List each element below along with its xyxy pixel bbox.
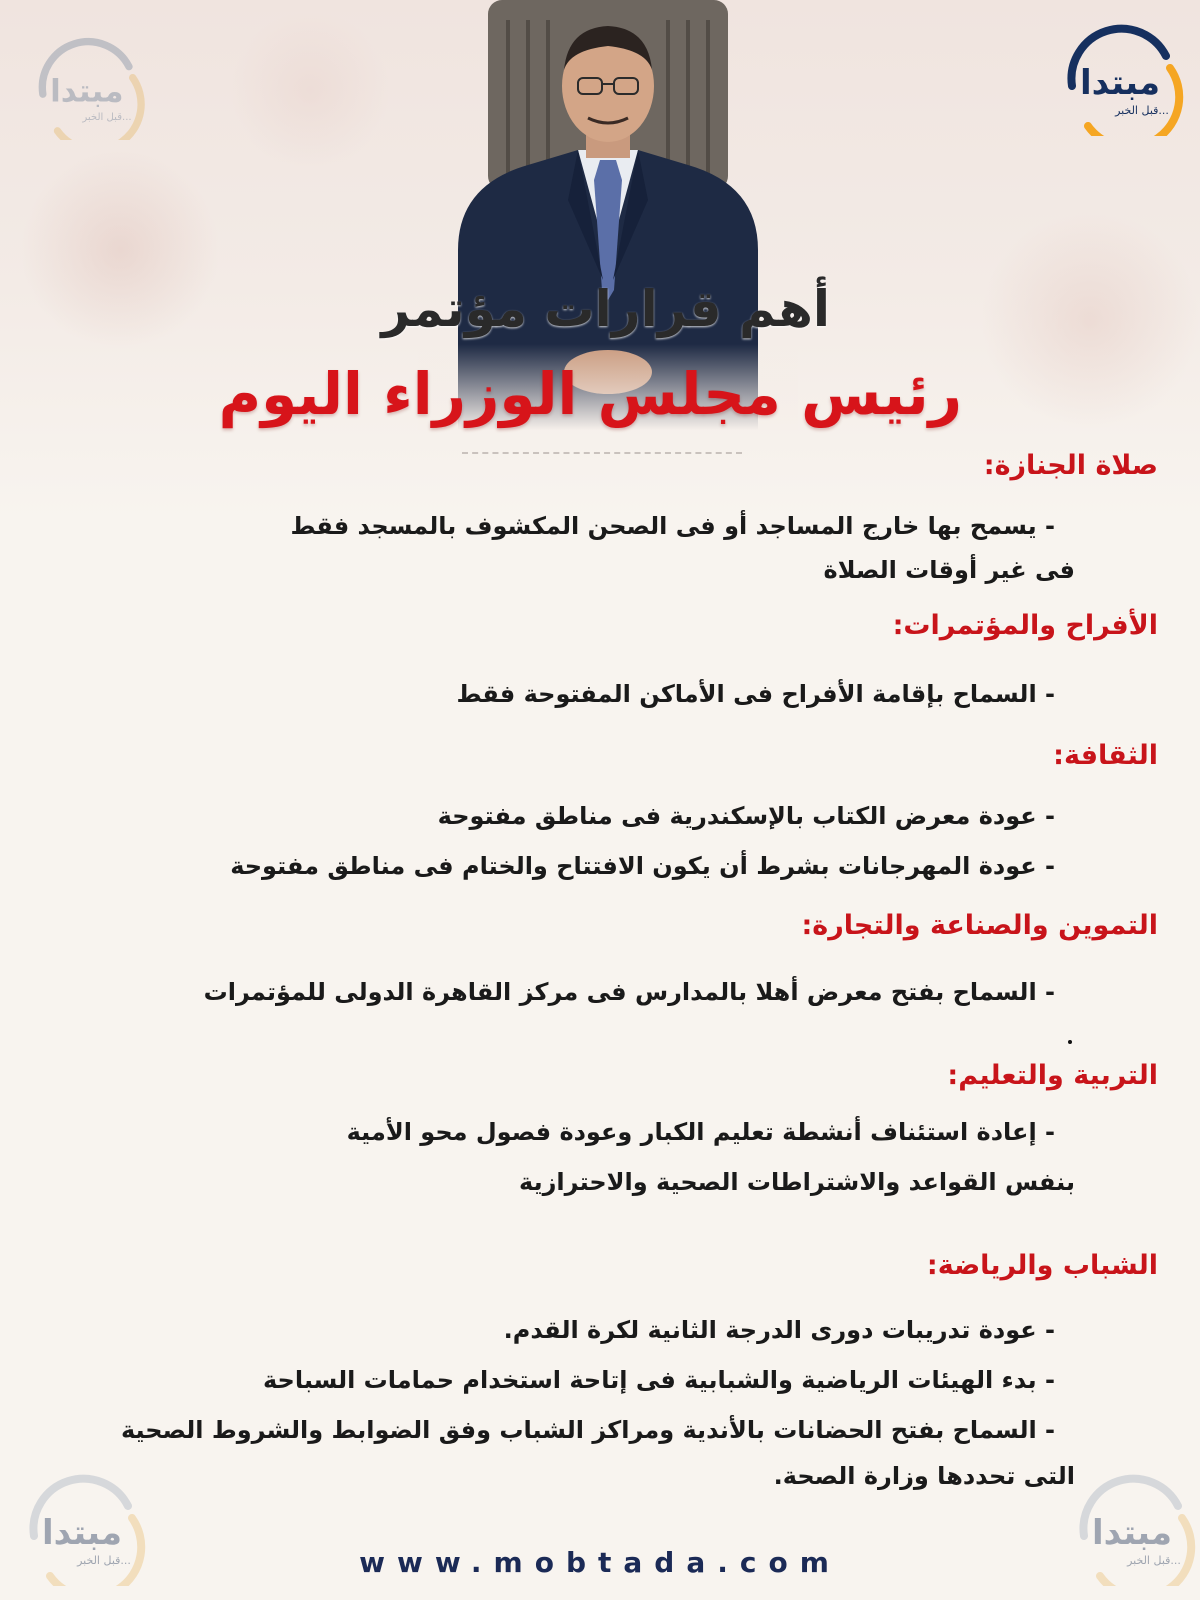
section-line: بنفس القواعد والاشتراطات الصحية والاحترازية — [519, 1168, 1075, 1196]
section-heading-culture: الثقافة: — [1053, 740, 1158, 771]
section-heading-education: التربية والتعليم: — [947, 1060, 1158, 1091]
svg-text:مبتدا: مبتدا — [1091, 1513, 1173, 1553]
section-heading-supply-industry-trade: التموين والصناعة والتجارة: — [801, 910, 1158, 941]
section-line: - السماح بفتح الحضانات بالأندية ومراكز الشباب وفق الضوابط والشروط الصحية — [120, 1416, 1055, 1444]
footer-website-url: www.mobtada.com — [359, 1546, 841, 1579]
section-line: فى غير أوقات الصلاة — [823, 556, 1075, 584]
section-line: - يسمح بها خارج المساجد أو فى الصحن المكشوف بالمسجد فقط — [290, 512, 1055, 540]
svg-text:قبل الخبر...: قبل الخبر... — [77, 1554, 131, 1567]
section-heading-funeral-prayer: صلاة الجنازة: — [983, 450, 1158, 481]
section-line: - بدء الهيئات الرياضية والشبابية فى إتاحة استخدام حمامات السباحة — [263, 1366, 1055, 1394]
svg-text:قبل الخبر...: قبل الخبر... — [82, 111, 132, 123]
section-line: - عودة المهرجانات بشرط أن يكون الافتتاح والختام فى مناطق مفتوحة — [230, 852, 1055, 880]
mobtada-logo — [1048, 16, 1188, 136]
section-line: التى تحددها وزارة الصحة. — [773, 1462, 1075, 1490]
background-blob — [230, 10, 390, 170]
section-line: - إعادة استئناف أنشطة تعليم الكبار وعودة فصول محو الأمية — [346, 1118, 1055, 1146]
section-heading-youth-sports: الشباب والرياضة: — [926, 1250, 1158, 1281]
background-blob — [980, 210, 1200, 430]
section-line: - عودة معرض الكتاب بالإسكندرية فى مناطق مفتوحة — [437, 802, 1055, 830]
svg-text:قبل الخبر...: قبل الخبر... — [1127, 1554, 1181, 1567]
background-blob — [20, 150, 220, 350]
svg-text:مبتدا: مبتدا — [41, 1513, 123, 1553]
title-line-1: أهم قرارات مؤتمر — [381, 280, 830, 338]
title-divider — [462, 452, 742, 454]
logo-tagline: قبل الخبر... — [1115, 104, 1169, 117]
section-line: - السماح بإقامة الأفراح فى الأماكن المفتوحة فقط — [456, 680, 1055, 708]
logo-wordmark: مبتدا — [1079, 63, 1161, 103]
stray-dot — [1068, 1040, 1072, 1044]
section-heading-weddings: الأفراح والمؤتمرات: — [892, 610, 1158, 641]
svg-text:مبتدا: مبتدا — [50, 73, 124, 110]
mobtada-logo-watermark — [20, 30, 150, 140]
section-line: - السماح بفتح معرض أهلا بالمدارس فى مركز القاهرة الدولى للمؤتمرات — [203, 978, 1055, 1006]
title-line-2: رئيس مجلس الوزراء اليوم — [218, 360, 962, 428]
section-line: - عودة تدريبات دورى الدرجة الثانية لكرة القدم. — [503, 1316, 1055, 1344]
